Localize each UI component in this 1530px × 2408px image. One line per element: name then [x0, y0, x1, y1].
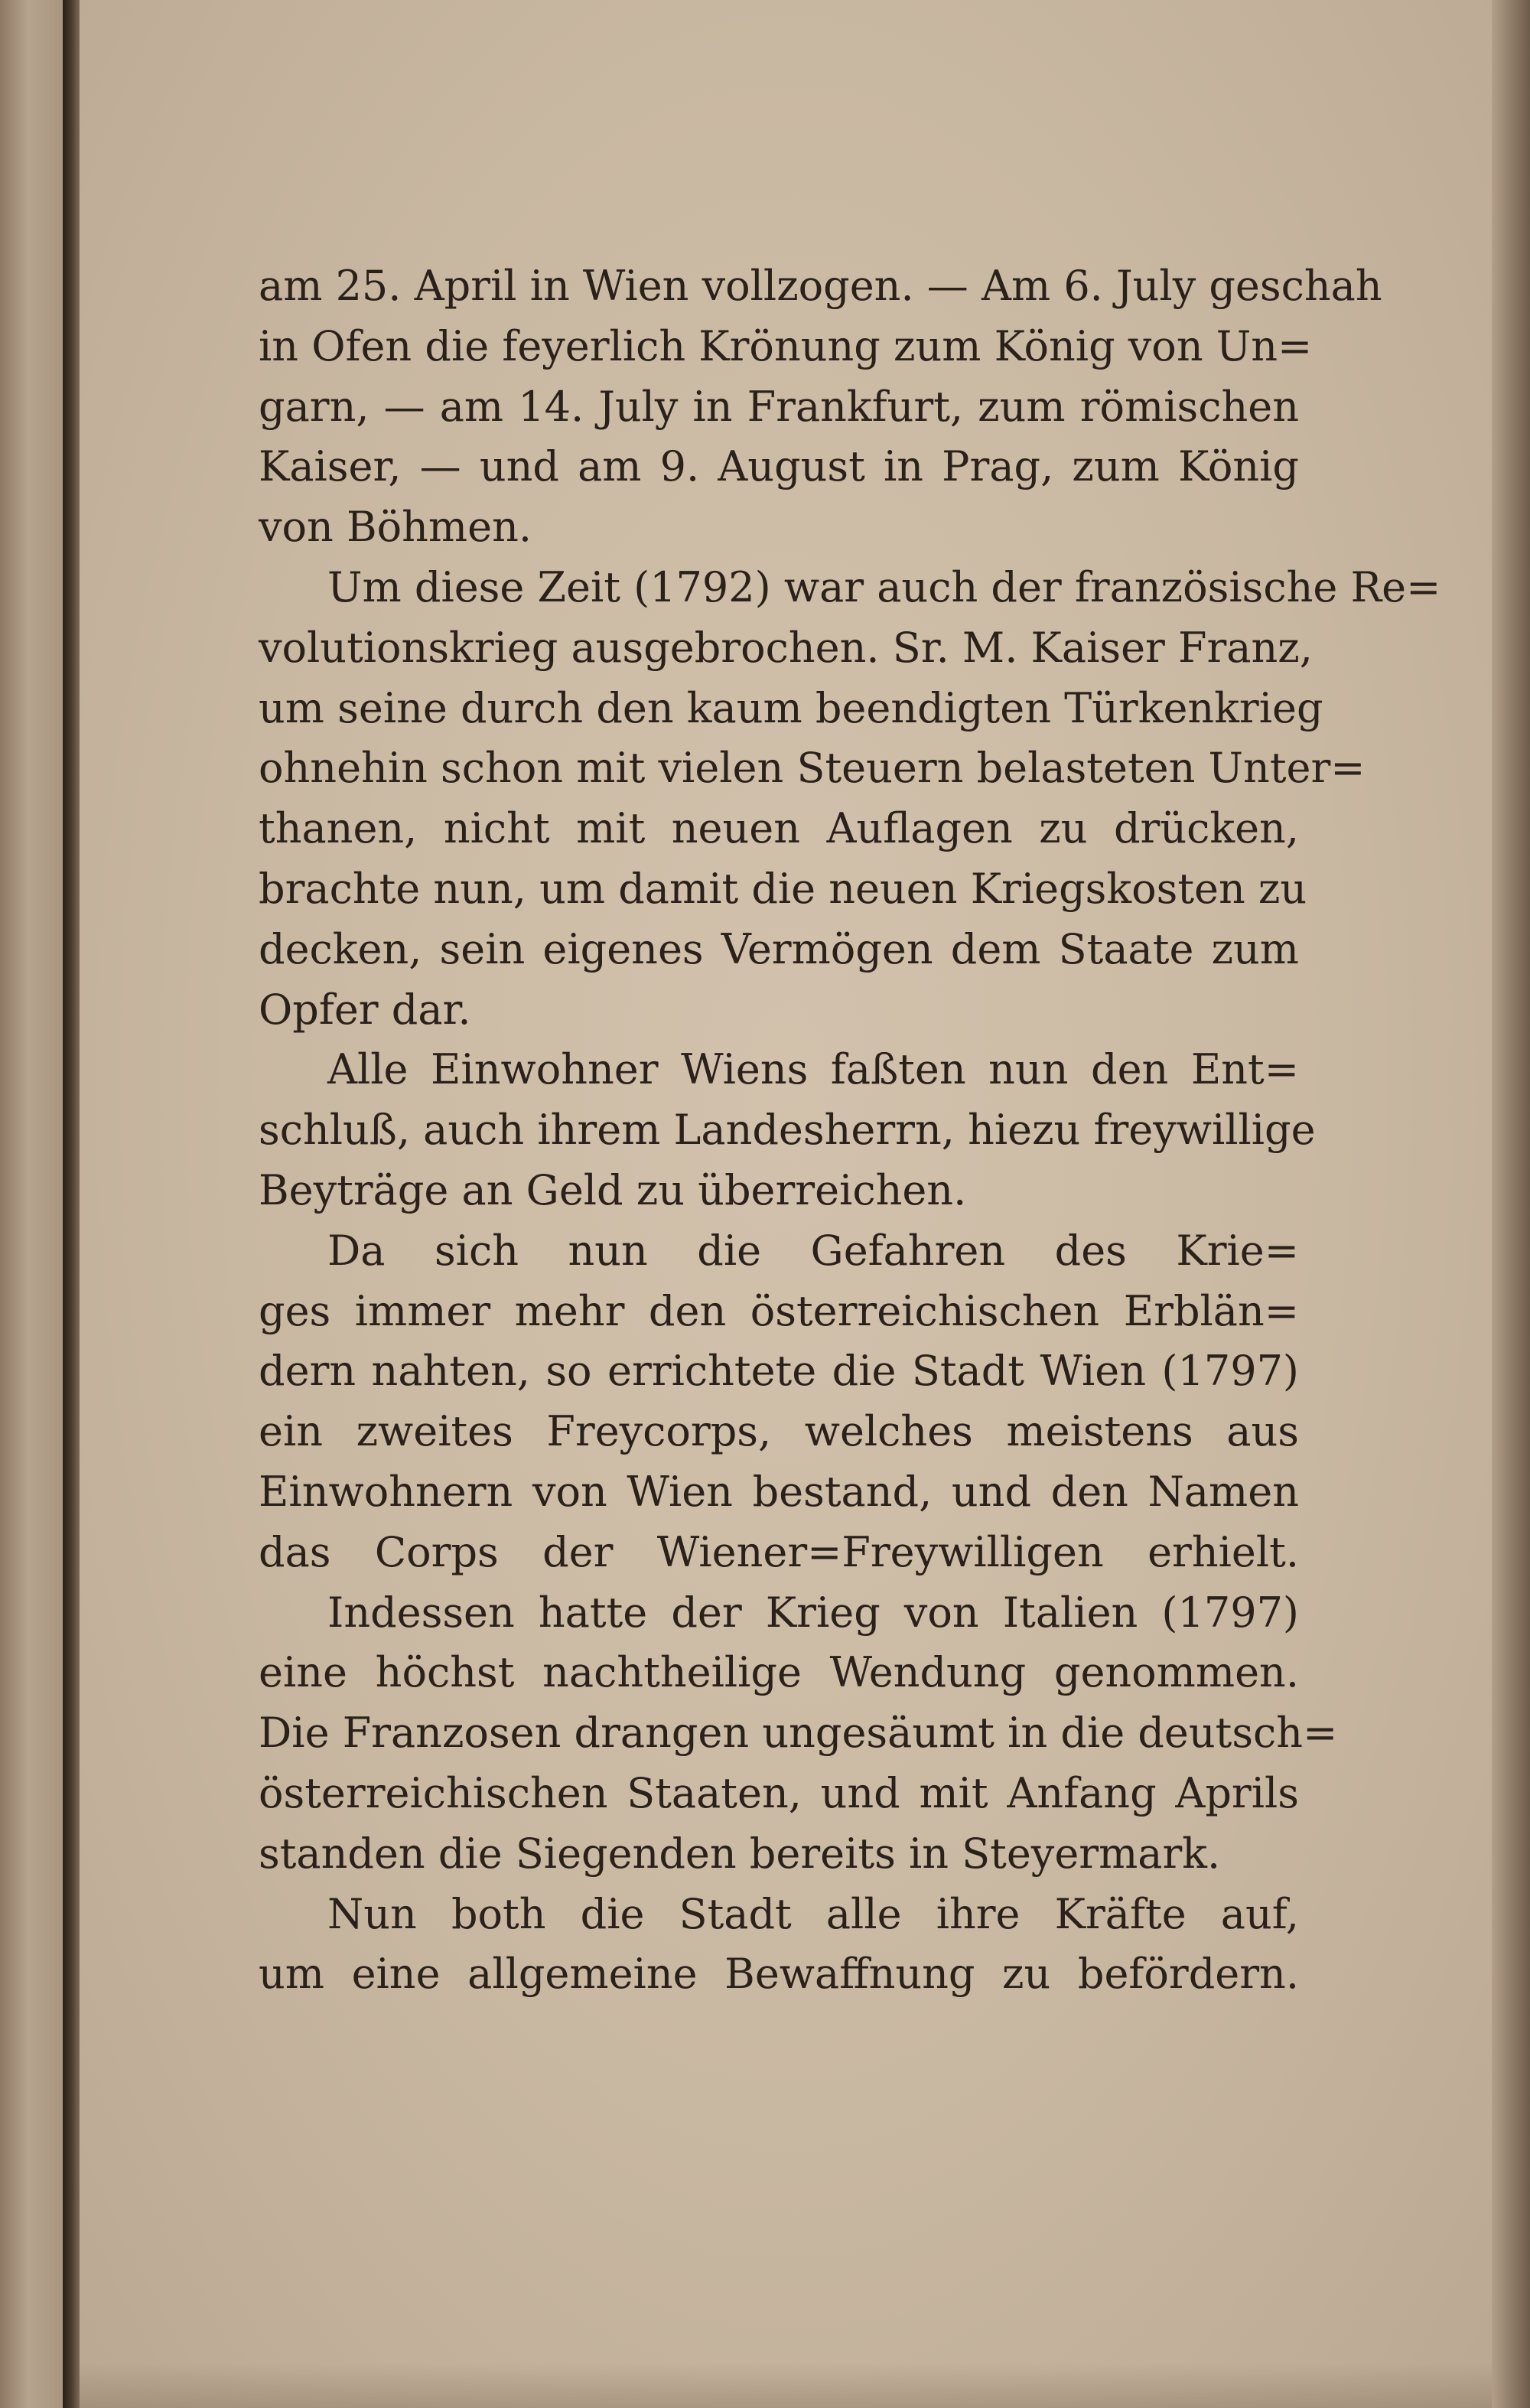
text-line: standen die Siegenden bereits in Steyermark.: [259, 1829, 1221, 1878]
text-line: schluß, auch ihrem Landesherrn, hiezu freywillige: [259, 1106, 1316, 1155]
text-line: das Corps der Wiener=Freywilligen erhielt.: [259, 1527, 1299, 1576]
text-line: um seine durch den kaum beendigten Türkenkrieg: [259, 683, 1323, 732]
text-line: eine höchst nachtheilige Wendung genommen.: [259, 1648, 1299, 1697]
text-line: Da sich nun die Gefahren des Krie=: [327, 1226, 1299, 1275]
text-line: ges immer mehr den österreichischen Erblän=: [259, 1286, 1299, 1335]
text-line: Um diese Zeit (1792) war auch der französische Re=: [327, 562, 1441, 611]
text-line: Alle Einwohner Wiens faßten nun den Ent=: [327, 1045, 1299, 1094]
text-line: Die Franzosen drangen ungesäumt in die deutsch=: [259, 1709, 1338, 1758]
text-line: brachte nun, um damit die neuen Kriegskosten zu: [259, 864, 1307, 913]
text-line: Beyträge an Geld zu überreichen.: [259, 1165, 967, 1214]
text-line: Kaiser, — und am 9. August in Prag, zum König: [259, 442, 1299, 491]
text-line: Einwohnern von Wien bestand, und den Namen: [259, 1467, 1299, 1516]
text-line: thanen, nicht mit neuen Auflagen zu drücken,: [259, 804, 1299, 853]
text-line: decken, sein eigenes Vermögen dem Staate zum: [259, 924, 1299, 973]
text-line: ohnehin schon mit vielen Steuern belasteten Unter=: [259, 744, 1366, 793]
text-line: in Ofen die feyerlich Krönung zum König von Un=: [259, 321, 1313, 370]
page-bottom-shadow: [80, 2362, 1492, 2408]
text-line: volutionskrieg ausgebrochen. Sr. M. Kaiser Franz,: [259, 623, 1313, 672]
text-line: dern nahten, so errichtete die Stadt Wien (1797): [259, 1347, 1299, 1396]
text-line: garn, — am 14. July in Frankfurt, zum römischen: [259, 382, 1299, 431]
text-line: ein zweites Freycorps, welches meistens aus: [259, 1407, 1299, 1456]
book-binding: [63, 0, 80, 2408]
text-line: Nun both die Stadt alle ihre Kräfte auf,: [327, 1889, 1299, 1938]
text-line: um eine allgemeine Bewaffnung zu befördern.: [259, 1950, 1299, 1999]
text-line: Indessen hatte der Krieg von Italien (1797): [327, 1588, 1299, 1637]
facing-page-edge: [0, 0, 63, 2408]
text-line: Opfer dar.: [259, 985, 471, 1034]
text-line: am 25. April in Wien vollzogen. — Am 6. July geschah: [259, 262, 1382, 310]
text-line: österreichischen Staaten, und mit Anfang Aprils: [259, 1768, 1299, 1817]
page-right-edge: [1492, 0, 1530, 2408]
text-line: von Böhmen.: [259, 503, 532, 552]
body-text: [259, 256, 1441, 2005]
